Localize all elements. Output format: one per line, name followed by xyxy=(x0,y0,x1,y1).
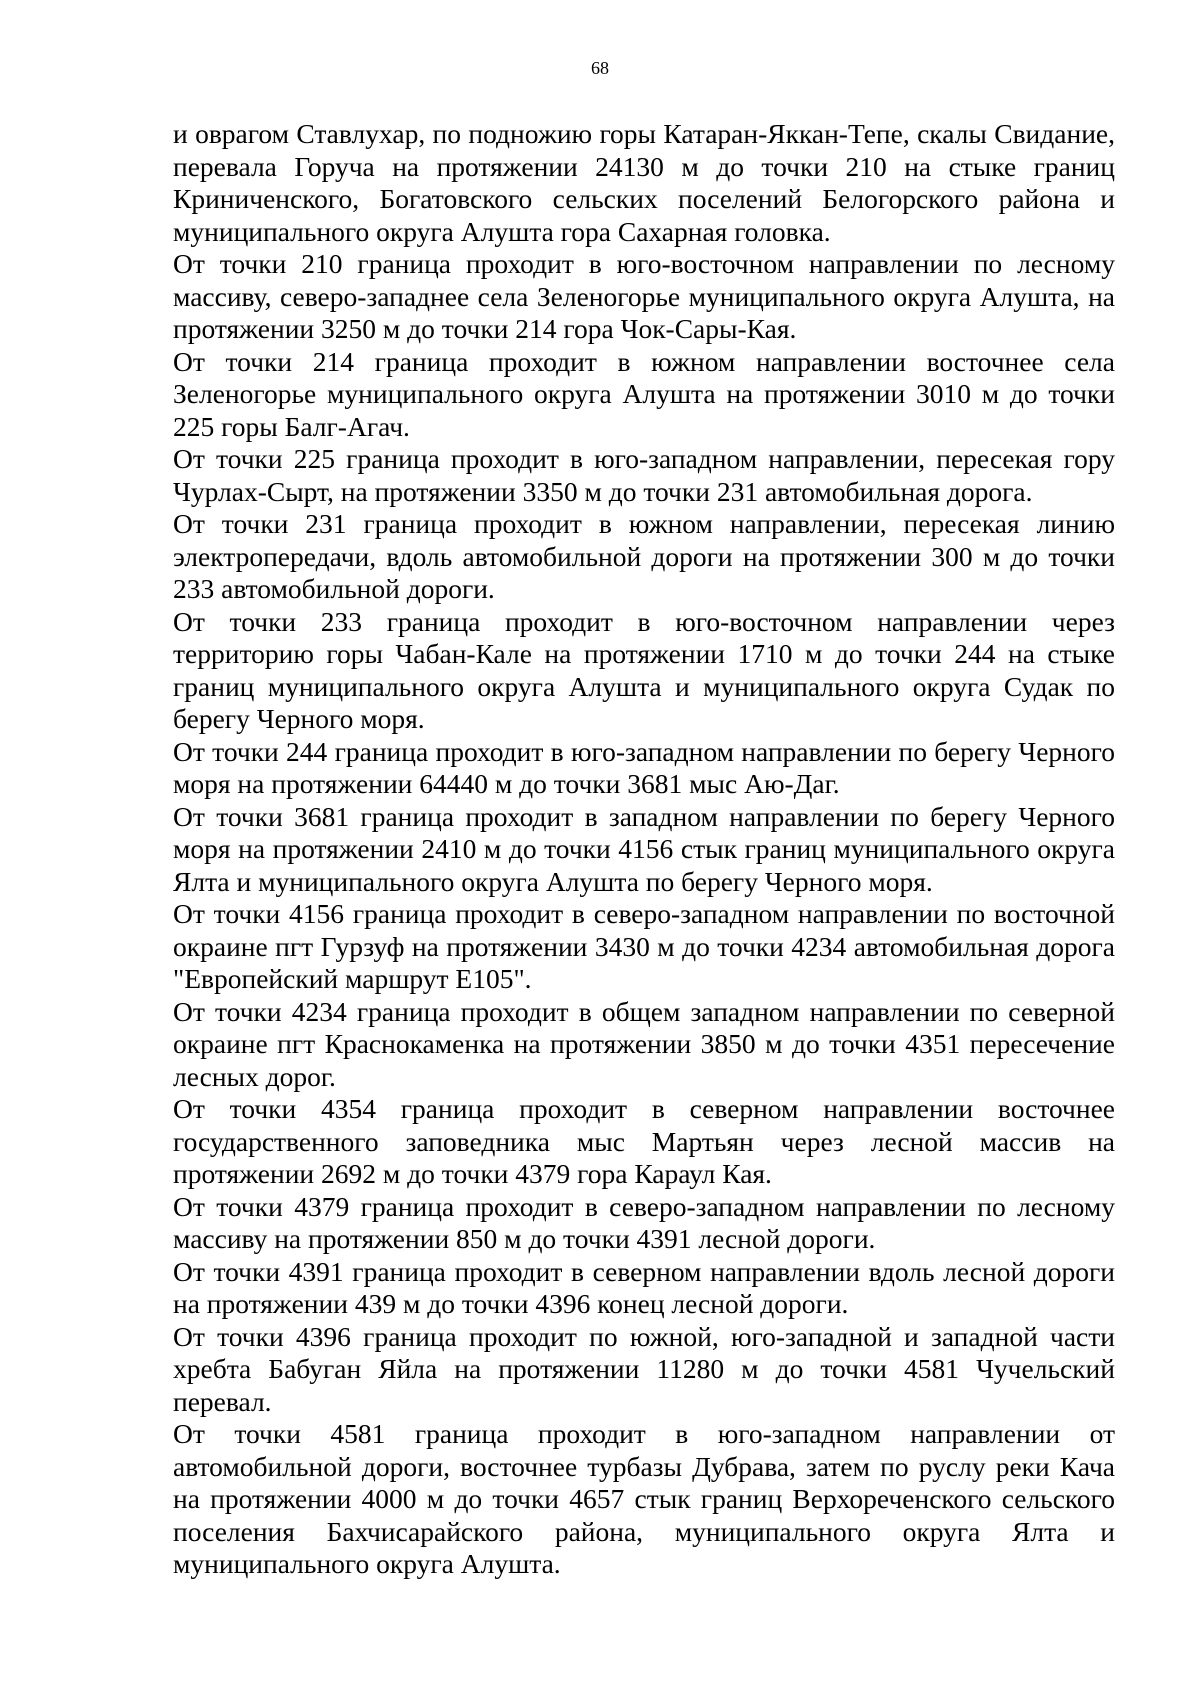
paragraph: От точки 231 граница проходит в южном направлении, пересекая линию электропередачи, вдоль автомобильной дороги на протяжении 300 м до точки 233 автомобильной дороги. xyxy=(173,508,1115,604)
paragraph: От точки 4396 граница проходит по южной, юго-западной и западной части хребта Бабуган Яйла на протяжении 11280 м до точки 4581 Чучельский перевал. xyxy=(173,1320,1115,1417)
paragraph: От точки 4581 граница проходит в юго-западном направлении от автомобильной дороги, восточнее турбазы Дубрава, затем по руслу реки Кача на протяжении 4000 м до точки 4657 стык границ Верхореченского сельского поселения Бахчисарайского района, муниципального округа Ялта и муниципального округа Алушта. xyxy=(173,1418,1115,1579)
page-number: 68 xyxy=(591,58,609,78)
document-body xyxy=(173,118,1115,1581)
paragraph: От точки 233 граница проходит в юго-восточном направлении через территорию горы Чабан-Кале на протяжении 1710 м до точки 244 на стыке границ муниципального округа Алушта и муниципального округа Судак по берегу Черного моря. xyxy=(173,605,1115,734)
paragraph: От точки 4354 граница проходит в северном направлении восточнее государственного заповедника мыс Мартьян через лесной массив на протяжении 2692 м до точки 4379 гора Караул Кая. xyxy=(173,1093,1115,1189)
paragraph: От точки 4391 граница проходит в северном направлении вдоль лесной дороги на протяжении 439 м до точки 4396 конец лесной дороги. xyxy=(173,1255,1115,1319)
paragraph: От точки 4379 граница проходит в северо-западном направлении по лесному массиву на протяжении 850 м до точки 4391 лесной дороги. xyxy=(173,1190,1115,1254)
paragraph: От точки 214 граница проходит в южном направлении восточнее села Зеленогорье муниципального округа Алушта на протяжении 3010 м до точки 225 горы Балг-Агач. xyxy=(173,345,1115,442)
paragraph: и оврагом Ставлухар, по подножию горы Катаран-Яккан-Тепе, скалы Свидание, перевала Горуча на протяжении 24130 м до точки 210 на стыке границ Криниченского, Богатовского сельских поселений Белогорского района и муниципального округа Алушта гора Сахарная головка. xyxy=(173,118,1115,247)
paragraph: От точки 4156 граница проходит в северо-западном направлении по восточной окраине пгт Гурзуф на протяжении 3430 м до точки 4234 автомобильная дорога "Европейский маршрут Е105". xyxy=(173,898,1115,994)
paragraph: От точки 225 граница проходит в юго-западном направлении, пересекая гору Чурлах-Сырт, на протяжении 3350 м до точки 231 автомобильная дорога. xyxy=(173,443,1115,507)
paragraph: От точки 3681 граница проходит в западном направлении по берегу Черного моря на протяжении 2410 м до точки 4156 стык границ муниципального округа Ялта и муниципального округа Алушта по берегу Черного моря. xyxy=(173,800,1115,897)
paragraph: От точки 244 граница проходит в юго-западном направлении по берегу Черного моря на протяжении 64440 м до точки 3681 мыс Аю-Даг. xyxy=(173,735,1115,799)
paragraph: От точки 210 граница проходит в юго-восточном направлении по лесному массиву, северо-западнее села Зеленогорье муниципального округа Алушта, на протяжении 3250 м до точки 214 гора Чок-Сары-Кая. xyxy=(173,248,1115,344)
paragraph: От точки 4234 граница проходит в общем западном направлении по северной окраине пгт Краснокаменка на протяжении 3850 м до точки 4351 пересечение лесных дорог. xyxy=(173,995,1115,1092)
